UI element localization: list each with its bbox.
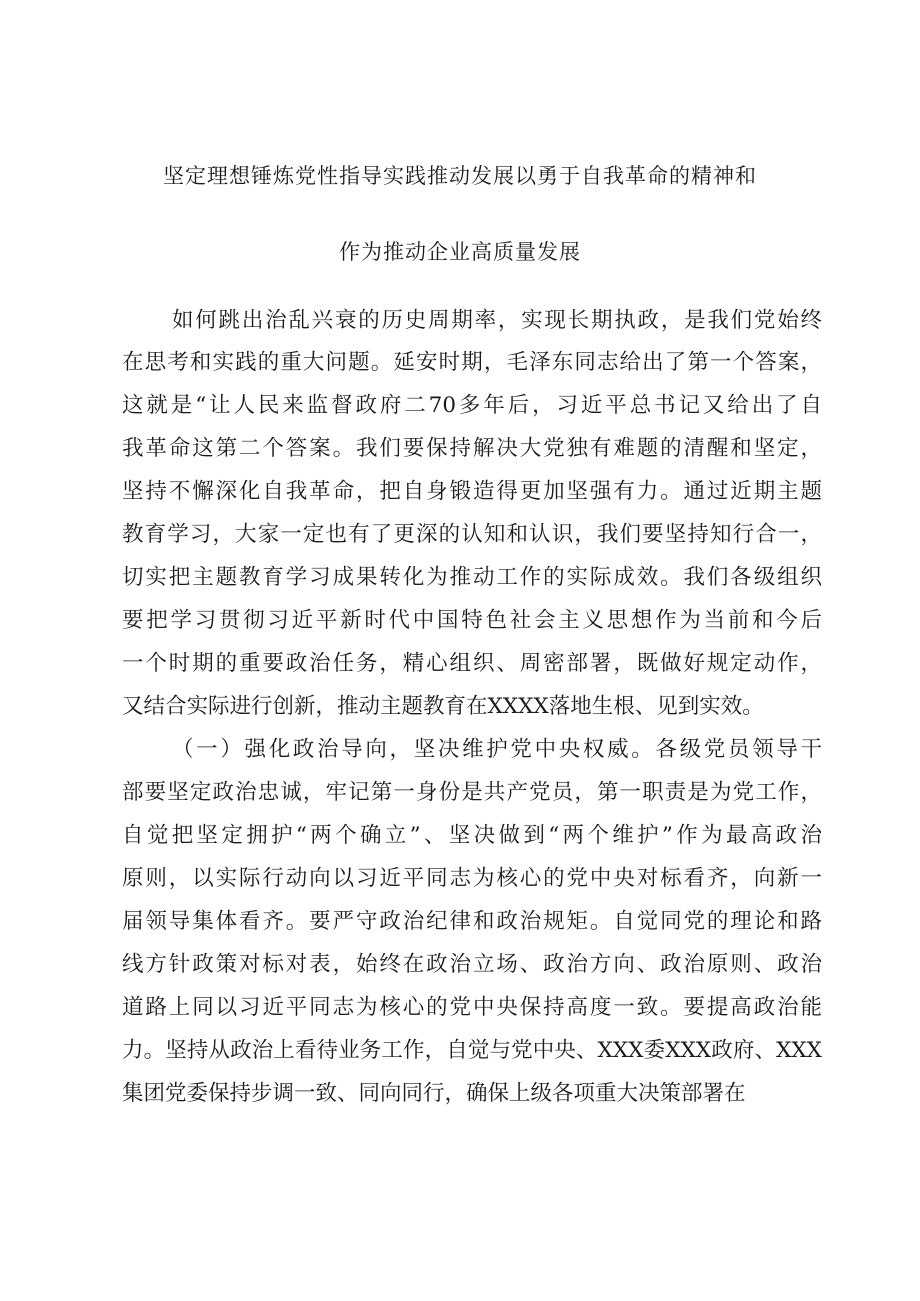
paragraph-1-line-9: 一个时期的重要政治任务，精心组织、周密部署，既做好规定动作， [122, 651, 822, 676]
paragraph-2-line-4: 原则，以实际行动向以习近平同志为核心的党中央对标看齐，向新一 [122, 866, 822, 891]
paragraph-2-line-8: 力。坚持从政治上看待业务工作，自觉与党中央、XXX委XXX政府、XXX [122, 1038, 822, 1063]
paragraph-1-line-1: 如何跳出治乱兴衰的历史周期率，实现长期执政，是我们党始终 [172, 308, 822, 333]
paragraph-1-line-6: 教育学习，大家一定也有了更深的认知和认识，我们要坚持知行合一， [122, 522, 822, 547]
document-title-line-1: 坚定理想锤炼党性指导实践推动发展以勇于自我革命的精神和 [163, 164, 757, 188]
paragraph-2-line-5: 届领导集体看齐。要严守政治纪律和政治规矩。自觉同党的理论和路 [122, 909, 822, 934]
paragraph-1-line-8: 要把学习贯彻习近平新时代中国特色社会主义思想作为当前和今后 [122, 608, 822, 633]
paragraph-1-line-4: 我革命这第二个答案。我们要保持解决大党独有难题的清醒和坚定， [122, 436, 822, 461]
paragraph-2-line-1: （一）强化政治导向，坚决维护党中央权威。各级党员领导干 [172, 737, 822, 762]
paragraph-1-line-3: 这就是“让人民来监督政府二70多年后，习近平总书记又给出了自 [122, 393, 822, 418]
paragraph-1-line-7: 切实把主题教育学习成果转化为推动工作的实际成效。我们各级组织 [122, 565, 822, 590]
document-title-line-2: 作为推动企业高质量发展 [339, 240, 581, 264]
paragraph-2-line-3: 自觉把坚定拥护“两个确立”、坚决做到“两个维护”作为最高政治 [122, 823, 822, 848]
paragraph-2-line-2: 部要坚定政治忠诚，牢记第一身份是共产党员，第一职责是为党工作， [122, 780, 822, 805]
paragraph-2-line-7: 道路上同以习近平同志为核心的党中央保持高度一致。要提高政治能 [122, 995, 822, 1020]
paragraph-1-line-5: 坚持不懈深化自我革命，把自身锻造得更加坚强有力。通过近期主题 [122, 479, 822, 504]
paragraph-1-line-10: 又结合实际进行创新，推动主题教育在XXXX落地生根、见到实效。 [122, 694, 764, 719]
paragraph-2-line-9: 集团党委保持步调一致、同向同行，确保上级各项重大决策部署在 [122, 1081, 746, 1106]
paragraph-2-line-6: 线方针政策对标对表，始终在政治立场、政治方向、政治原则、政治 [122, 952, 822, 977]
paragraph-1-line-2: 在思考和实践的重大问题。延安时期，毛泽东同志给出了第一个答案， [122, 350, 822, 375]
